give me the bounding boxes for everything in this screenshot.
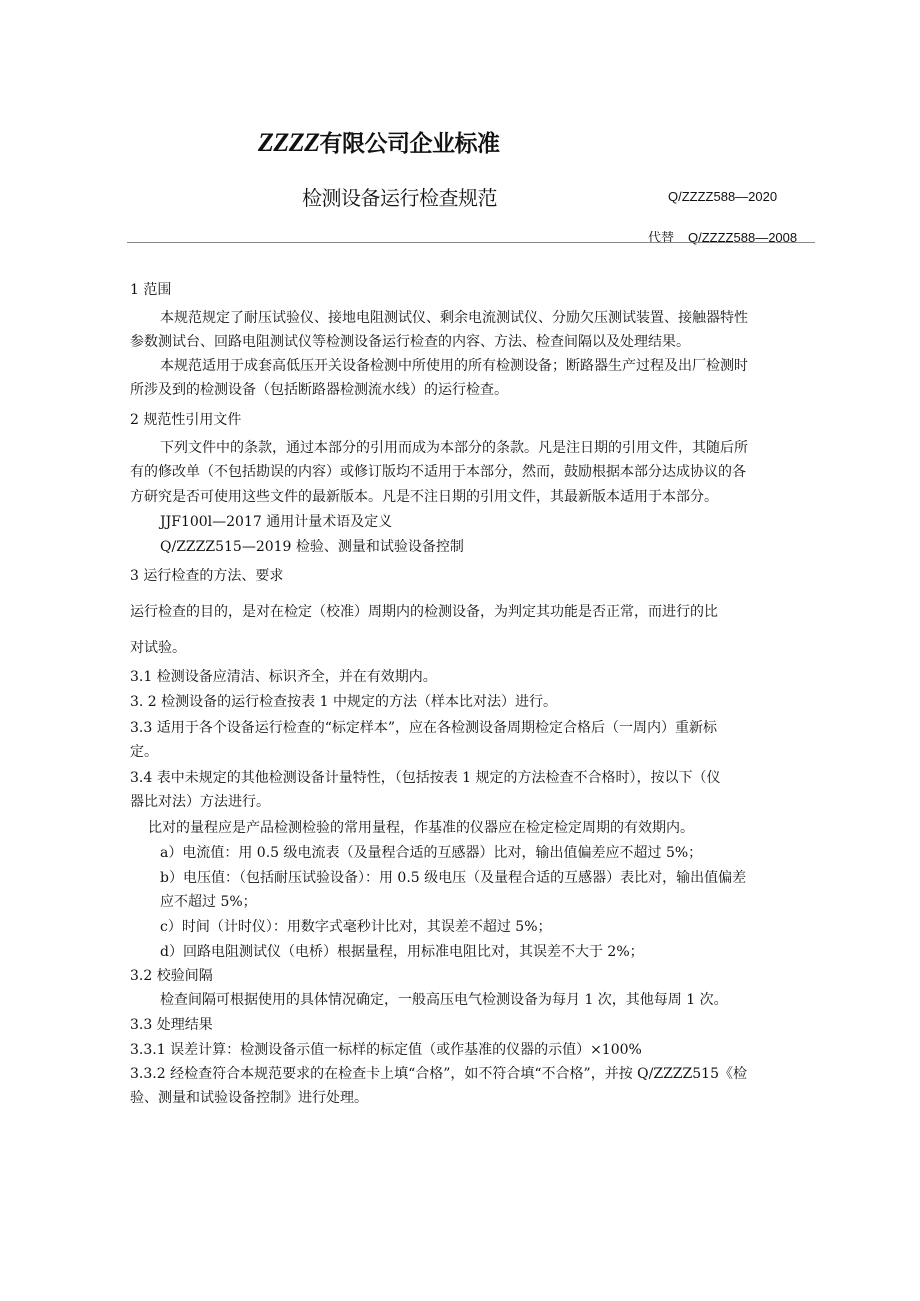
section-heading-results: 3.3 处理结果 — [130, 1017, 213, 1033]
list-item-b-cont: 应不超过 5%； — [160, 894, 257, 910]
paragraph-line: 方研究是否可使用这些文件的最新版本。凡是不注日期的引用文件，其最新版本适用于本部分。 — [130, 489, 718, 505]
paragraph-line: 检查间隔可根据使用的具体情况确定，一般高压电气检测设备为每月 1 次，其他每周 1 次。 — [160, 992, 728, 1008]
replaces-number: Q/ZZZZ588—2008 — [688, 230, 798, 245]
replaces-label: 代替 — [648, 230, 675, 245]
section-heading-references: 2 规范性引用文件 — [130, 412, 242, 428]
document-number: Q/ZZZZ588—2020 — [668, 189, 778, 204]
clause-3-3-cont: 定。 — [130, 744, 158, 760]
company-brand: ZZZZ — [258, 128, 320, 157]
paragraph-line: 下列文件中的条款，通过本部分的引用而成为本部分的条款。凡是注日期的引用文件，其随后所 — [160, 440, 748, 456]
clause-3-3: 3.3 适用于各个设备运行检查的“标定样本”，应在各检测设备周期检定合格后（一周内）重新标 — [130, 720, 718, 736]
header-divider — [127, 242, 815, 243]
paragraph-line: 对试验。 — [130, 640, 186, 656]
section-heading-methods: 3 运行检查的方法、要求 — [130, 568, 284, 584]
clause-3-3-1: 3.3.1 误差计算：检测设备示值一标样的标定值（或作基准的仪器的示值）×100% — [130, 1042, 642, 1058]
clause-3-1: 3.1 检测设备应清洁、标识齐全，并在有效期内。 — [130, 669, 437, 685]
company-standard-title — [258, 125, 500, 158]
clause-3-3-2-cont: 验、测量和试验设备控制》进行处理。 — [130, 1090, 368, 1106]
list-item-c: c）时间（计时仪）：用数字式毫秒计比对，其误差不超过 5%； — [160, 919, 552, 935]
paragraph-line: 运行检查的目的，是对在检定（校准）周期内的检测设备，为判定其功能是否正常，而进行的比 — [130, 604, 718, 620]
section-heading-interval: 3.2 校验间隔 — [130, 968, 213, 984]
reference-item: Q/ZZZZ515—2019 检验、测量和试验设备控制 — [160, 539, 464, 555]
clause-3-2: 3. 2 检测设备的运行检查按表 1 中规定的方法（样本比对法）进行。 — [130, 694, 557, 710]
company-standard-label: 有限公司企业标准 — [319, 131, 500, 157]
section-heading-scope: 1 范围 — [130, 282, 172, 298]
paragraph-line: 所涉及到的检测设备（包括断路器检测流水线）的运行检查。 — [130, 382, 508, 398]
paragraph-line: 比对的量程应是产品检测检验的常用量程，作基准的仪器应在检定检定周期的有效期内。 — [148, 820, 694, 836]
replaces-line — [648, 227, 797, 246]
list-item-a: a）电流值：用 0.5 级电流表（及量程合适的互感器）比对，输出值偏差应不超过 5%； — [160, 845, 703, 861]
reference-item: JJF100l—2017 通用计量术语及定义 — [160, 514, 393, 530]
list-item-d: d）回路电阻测试仪（电桥）根据量程，用标准电阻比对，其误差不大于 2%； — [160, 944, 644, 960]
paragraph-line: 本规范规定了耐压试验仪、接地电阻测试仪、剩余电流测试仪、分励欠压测试装置、接触器特性 — [160, 310, 748, 326]
document-title: 检测设备运行检查规范 — [302, 186, 497, 210]
clause-3-3-2: 3.3.2 经检查符合本规范要求的在检查卡上填“合格”，如不符合填“不合格”，并按 Q/ZZZZ515《检 — [130, 1066, 747, 1082]
clause-3-4: 3.4 表中未规定的其他检测设备计量特性，（包括按表 1 规定的方法检查不合格时），按以下（仪 — [130, 770, 721, 786]
paragraph-line: 参数测试台、回路电阻测试仪等检测设备运行检查的内容、方法、检查间隔以及处理结果。 — [130, 334, 690, 350]
paragraph-line: 本规范适用于成套高低压开关设备检测中所使用的所有检测设备；断路器生产过程及出厂检测时 — [160, 358, 748, 374]
paragraph-line: 有的修改单（不包括勘误的内容）或修订版均不适用于本部分，然而，鼓励根据本部分达成协议的各 — [130, 464, 746, 480]
clause-3-4-cont: 器比对法）方法进行。 — [130, 794, 270, 810]
list-item-b: b）电压值：（包括耐压试验设备）：用 0.5 级电压（及量程合适的互感器）表比对，输出值偏差 — [160, 870, 747, 886]
